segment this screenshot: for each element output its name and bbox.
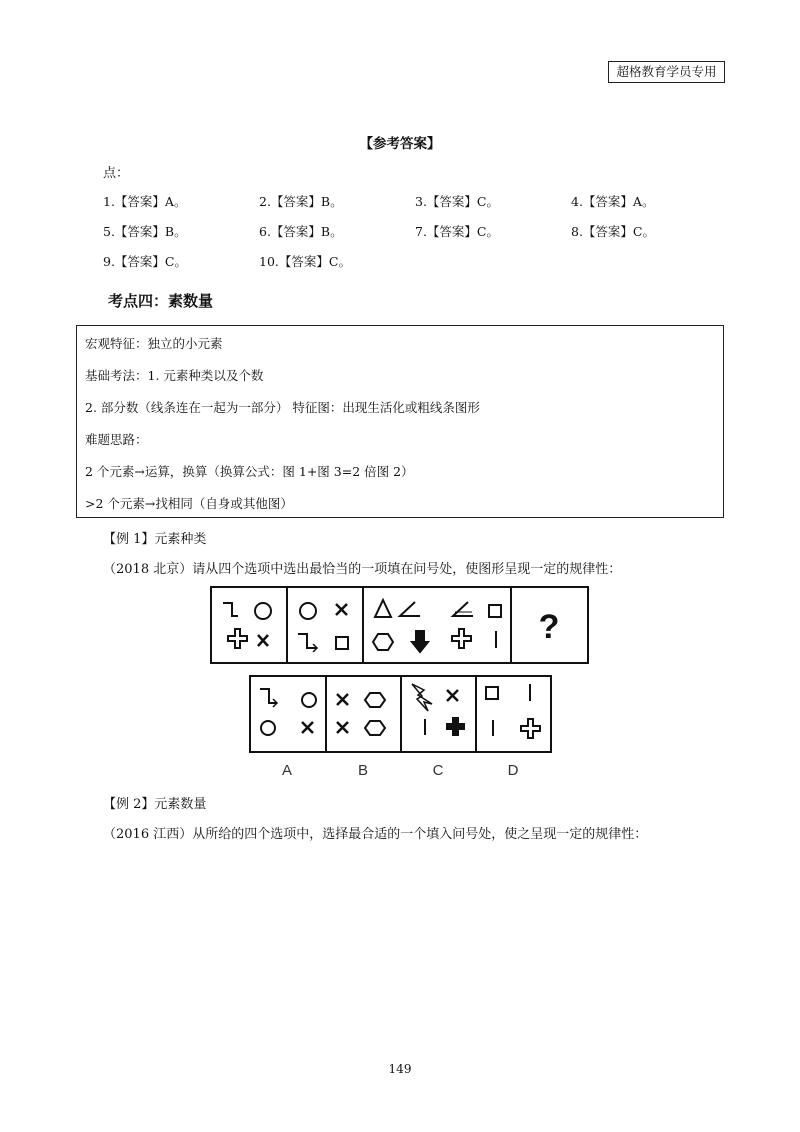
option-label-a: A	[281, 762, 293, 779]
question-cell-2	[298, 603, 348, 652]
angle-icon	[400, 602, 420, 616]
answer-item: 8.【答案】C。	[571, 224, 655, 239]
x-icon	[258, 635, 268, 646]
answer-item: 2.【答案】B。	[259, 194, 343, 209]
question-cell-1	[223, 603, 271, 648]
answer-item: 9.【答案】C。	[103, 254, 187, 269]
box-line: 宏观特征：独立的小元素	[85, 336, 223, 351]
answer-item: 10.【答案】C。	[259, 254, 351, 269]
example1-label: 【例 1】元素种类	[103, 532, 207, 547]
answer-item: 6.【答案】B。	[259, 224, 343, 239]
box-line: 2 个元素→运算，换算（换算公式：图 1+图 3=2 倍图 2）	[85, 464, 414, 479]
option-label-c: C	[432, 762, 444, 779]
option-label-b: B	[357, 762, 369, 779]
hexagon-icon	[373, 634, 393, 650]
question-mark: ?	[538, 608, 560, 646]
example1-question: （2018 北京）请从四个选项中选出最恰当的一项填在问号处，使图形呈现一定的规律性：	[103, 562, 622, 577]
answer-item: 4.【答案】A。	[571, 194, 655, 209]
down-arrow-icon	[412, 631, 428, 652]
example2-label: 【例 2】元素数量	[103, 797, 207, 812]
puzzle-figure	[210, 586, 590, 780]
question-cell-4	[452, 602, 501, 648]
option-label-d: D	[507, 762, 519, 779]
box-line: 2. 部分数（线条连在一起为一部分） 特征图：出现生活化或粗线条图形	[85, 400, 480, 415]
example2-question: （2016 江西）从所给的四个选项中，选择最合适的一个填入问号处，使之呈现一定的规律性：	[103, 827, 648, 842]
box-line: 难题思路：	[85, 432, 148, 447]
answer-item: 7.【答案】C。	[415, 224, 499, 239]
option-c-figure	[412, 684, 464, 735]
section-title: 考点四：素数量	[108, 292, 214, 310]
answer-item: 1.【答案】A。	[103, 194, 187, 209]
point-label: 点：	[103, 166, 130, 181]
answer-heading: 【参考答案】	[359, 136, 441, 152]
lightning-icon	[412, 684, 432, 711]
box-line: >2 个元素→找相同（自身或其他图）	[85, 496, 293, 511]
question-cell-3	[373, 600, 428, 652]
page-number: 149	[388, 1062, 412, 1076]
circle-icon	[255, 603, 271, 619]
box-line: 基础考法：1. 元素种类以及个数	[85, 368, 264, 383]
answer-item: 3.【答案】C。	[415, 194, 499, 209]
option-b-figure	[337, 693, 385, 735]
cross-outline-icon	[228, 629, 247, 648]
option-d-figure	[486, 684, 540, 738]
option-a-figure	[260, 689, 316, 735]
question-row-frame	[211, 587, 588, 663]
method-box	[76, 325, 724, 518]
header-tag: 超格教育学员专用	[608, 61, 725, 83]
triangle-icon	[375, 600, 391, 617]
answer-item: 5.【答案】B。	[103, 224, 187, 239]
